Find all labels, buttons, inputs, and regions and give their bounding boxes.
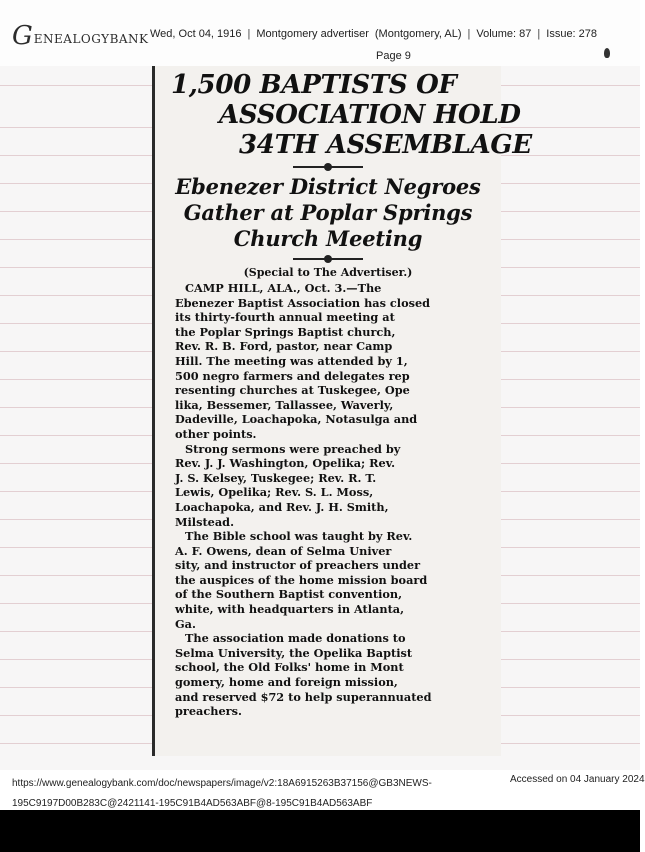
article-line: Ebenezer Baptist Association has closed — [175, 295, 431, 310]
newspaper-location: (Montgomery, AL) — [374, 28, 462, 40]
headline-line: ASSOCIATION HOLD — [219, 100, 521, 130]
article-line: sity, and instructor of preachers under — [175, 558, 421, 573]
headline-line: 1,500 BAPTISTS OF — [171, 70, 457, 100]
article-line: Milstead. — [175, 514, 235, 529]
genealogybank-logo[interactable] — [12, 22, 149, 50]
source-url[interactable]: https://www.genealogybank.com/doc/newspapers/image/v2:18A6915263B37156@GB3NEWS-195C9197D00B283C@2421141-195C91B4AD563ABF@8-195C91B4AD563ABF — [12, 778, 432, 809]
article-line: lika, Bessemer, Tallassee, Waverly, — [175, 397, 394, 412]
article-line: the Poplar Springs Baptist church, — [175, 324, 396, 339]
issue-number: Issue: 278 — [546, 28, 598, 40]
article-line: The association made donations to — [185, 631, 406, 646]
article-line: Loachapoka, and Rev. J. H. Smith, — [175, 499, 389, 514]
article-line: Lewis, Opelika; Rev. S. L. Moss, — [175, 485, 374, 500]
article-body — [155, 281, 501, 719]
article-line: its thirty-fourth annual meeting at — [175, 310, 395, 325]
article-line: Selma University, the Opelika Baptist — [175, 645, 413, 660]
article-line: and reserved $72 to help superannuated — [175, 689, 432, 704]
accessed-date: Accessed on 04 January 2024 — [510, 774, 645, 785]
article-line: school, the Old Folks' home in Mont — [175, 660, 404, 675]
divider-rule — [293, 258, 363, 260]
article-line: other points. — [175, 426, 257, 441]
subheadline-line: Ebenezer District Negroes — [175, 174, 481, 199]
citation-meta — [150, 28, 597, 40]
divider-rule — [293, 166, 363, 168]
article-line: preachers. — [175, 704, 242, 719]
newspaper-clipping — [152, 66, 532, 756]
article-line: the auspices of the home mission board — [175, 572, 428, 587]
separator: | — [467, 28, 471, 40]
article-line: 500 negro farmers and delegates rep — [175, 368, 410, 383]
separator: | — [537, 28, 541, 40]
article-line: CAMP HILL, ALA., Oct. 3.—The — [185, 281, 382, 295]
page-header — [0, 0, 640, 66]
article-line: Rev. J. J. Washington, Opelika; Rev. — [175, 456, 396, 471]
article-line: gomery, home and foreign mission, — [175, 675, 398, 690]
logo-text: ENEALOGYBANK — [33, 32, 149, 46]
subheadline-line: Church Meeting — [233, 226, 423, 251]
article-line: Hill. The meeting was attended by 1, — [175, 353, 408, 368]
article-line: Ga. — [175, 616, 196, 631]
bottom-bar — [0, 810, 640, 852]
separator: | — [247, 28, 251, 40]
volume-number: Volume: 87 — [476, 28, 532, 40]
article-line: The Bible school was taught by Rev. — [185, 529, 413, 544]
newspaper-title: Montgomery advertiser — [256, 28, 369, 40]
page-number: Page 9 — [376, 50, 411, 62]
pin-mark-icon — [604, 48, 610, 58]
article-line: white, with headquarters in Atlanta, — [175, 602, 405, 617]
article-line: Dadeville, Loachapoka, Notasulga and — [175, 412, 418, 427]
article-line: Rev. R. B. Ford, pastor, near Camp — [175, 339, 393, 354]
article-credit: (Special to The Advertiser.) — [243, 266, 413, 279]
headline-line: 34TH ASSEMBLAGE — [239, 130, 532, 160]
article-line: of the Southern Baptist convention, — [175, 587, 403, 602]
article-line: resenting churches at Tuskegee, Ope — [175, 383, 410, 398]
article-line: J. S. Kelsey, Tuskegee; Rev. R. T. — [175, 470, 377, 485]
subheadline-line: Gather at Poplar Springs — [183, 200, 473, 225]
article-line: A. F. Owens, dean of Selma Univer — [175, 543, 392, 558]
logo-letter: G — [12, 21, 33, 51]
issue-date: Wed, Oct 04, 1916 — [150, 28, 242, 40]
article-line: Strong sermons were preached by — [185, 441, 401, 456]
